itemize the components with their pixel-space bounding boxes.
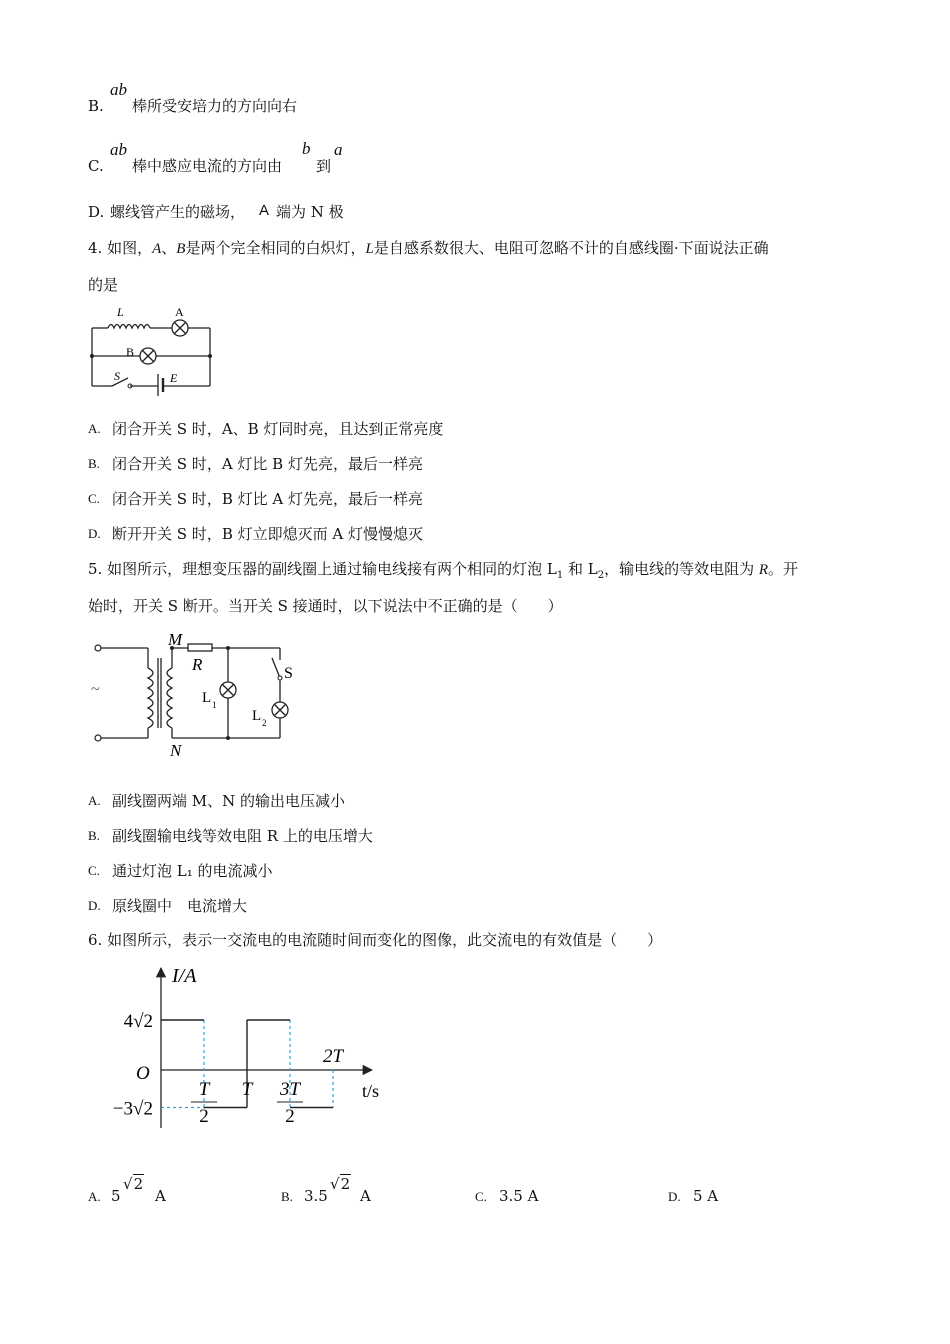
question-stem: [88, 559, 798, 586]
option-unit: A: [360, 1187, 371, 1205]
var-ab: ab: [110, 140, 127, 159]
ac-current-chart: [90, 960, 390, 1140]
option-text: 闭合开关 S 时，B 灯比 A 灯先亮，最后一样亮: [112, 490, 423, 508]
subscript: 2: [597, 570, 605, 581]
option-value: 3.5 A: [499, 1187, 539, 1205]
question-number: 5.: [88, 560, 103, 578]
x-tick-label-den: 2: [199, 1106, 209, 1127]
option-label: D.: [88, 526, 101, 541]
question-stem: [88, 930, 662, 950]
option-value: 5: [111, 1187, 121, 1205]
option-text-2: 端为 N 极: [276, 203, 344, 221]
var-R: R: [758, 562, 769, 578]
option-label: D.: [88, 203, 105, 221]
option-text: 通过灯泡 L₁ 的电流减小: [112, 862, 273, 880]
option-text: 闭合开关 S 时，A、B 灯同时亮，且达到正常亮度: [112, 420, 444, 438]
subscript: 1: [556, 570, 564, 581]
stem-text: 是两个完全相同的白炽灯，: [185, 239, 366, 257]
var-b: b: [302, 139, 311, 158]
label-B: B: [126, 345, 135, 359]
option-label: C.: [475, 1189, 487, 1204]
radicand: 2: [340, 1175, 351, 1193]
option-label: B.: [88, 97, 104, 115]
ac-source-symbol: ~: [91, 681, 100, 698]
option-label: D.: [668, 1189, 681, 1204]
option-text: 原线圈中 电流增大: [112, 897, 248, 915]
x-tick-label: T: [241, 1079, 253, 1100]
option-label: B.: [88, 828, 100, 843]
var-ab: ab: [110, 80, 127, 99]
option-text: 闭合开关 S 时，A 灯比 B 灯先亮，最后一样亮: [112, 455, 423, 473]
question-stem-line2: 的是: [88, 276, 119, 294]
separator: 、: [161, 239, 177, 257]
label-E: E: [170, 371, 178, 385]
x-tick-label: 2T: [322, 1046, 344, 1067]
x-tick-label-num: T: [198, 1079, 210, 1100]
question-number: 6.: [88, 931, 103, 949]
stem-text: ，输电线的等效电阻为: [604, 560, 759, 578]
option-text: 棒所受安培力的方向向右: [132, 97, 298, 115]
option-label: C.: [88, 863, 100, 878]
label-S: S: [114, 369, 120, 383]
option-text: 副线圈两端 M、N 的输出电压减小: [112, 792, 346, 810]
stem-text: 如图所示，理想变压器的副线圈上通过输电线接有两个相同的灯泡 L: [107, 560, 557, 578]
var-A: A: [259, 202, 270, 219]
option-value: 3.5: [304, 1187, 328, 1205]
stem-text: 和 L: [563, 560, 598, 578]
inductor-circuit-figure: [86, 304, 218, 396]
label-N: N: [170, 741, 182, 760]
label-L: L: [117, 305, 124, 319]
origin-label: O: [136, 1063, 150, 1084]
var-a: a: [334, 140, 343, 159]
x-tick-label-num: 3T: [279, 1079, 301, 1100]
question-number: 4.: [88, 239, 103, 257]
var-A: A: [152, 241, 162, 257]
option-value: 5 A: [693, 1187, 719, 1205]
stem-text: 如图所示，表示一交流电的电流随时间而变化的图像，此交流电的有效值是（ ）: [107, 931, 663, 949]
label-L2-sub: 2: [262, 718, 267, 728]
stem-text: 如图，: [107, 239, 153, 257]
option-label: B.: [281, 1189, 293, 1204]
option-label: B.: [88, 456, 100, 471]
option-text-2: 到: [316, 157, 332, 175]
y-axis-label: I/A: [172, 965, 197, 987]
label-S: S: [284, 665, 293, 682]
radicand: 2: [133, 1175, 144, 1193]
option-label: C.: [88, 491, 100, 506]
stem-text: 。开: [768, 560, 799, 578]
question-stem-line2: 始时，开关 S 断开。当开关 S 接通时，以下说法中不正确的是（ ）: [88, 597, 563, 615]
sqrt-symbol: √2: [123, 1175, 144, 1193]
option-label: A.: [88, 1189, 101, 1204]
label-L1-sub: 1: [212, 700, 217, 710]
var-B: B: [176, 241, 186, 257]
x-tick-label-den: 2: [285, 1106, 295, 1127]
stem-text: 是自感系数很大、电阻可忽略不计的自感线圈·下面说法正确: [373, 239, 769, 257]
y-tick-label: 4√2: [123, 1011, 153, 1032]
label-L1: L: [202, 690, 212, 706]
option-text: 断开开关 S 时，B 灯立即熄灭而 A 灯慢慢熄灭: [112, 525, 423, 543]
label-A: A: [175, 305, 184, 319]
option-text: 棒中感应电流的方向由: [132, 157, 283, 175]
label-R: R: [192, 655, 203, 674]
option-label: A.: [88, 421, 101, 436]
option-label: A.: [88, 793, 101, 808]
option-text: 螺线管产生的磁场，: [110, 203, 246, 221]
var-L: L: [365, 241, 374, 257]
label-M: M: [168, 630, 183, 649]
option-label: D.: [88, 898, 101, 913]
x-axis-label: t/s: [362, 1081, 380, 1101]
sqrt-symbol: √2: [330, 1175, 351, 1193]
label-L2: L: [252, 708, 262, 724]
option-unit: A: [155, 1187, 166, 1205]
option-text: 副线圈输电线等效电阻 R 上的电压增大: [112, 827, 373, 845]
transformer-circuit-figure: [86, 628, 306, 760]
y-tick-label: −3√2: [112, 1098, 153, 1120]
question-stem: [88, 238, 769, 259]
option-label: C.: [88, 157, 104, 175]
